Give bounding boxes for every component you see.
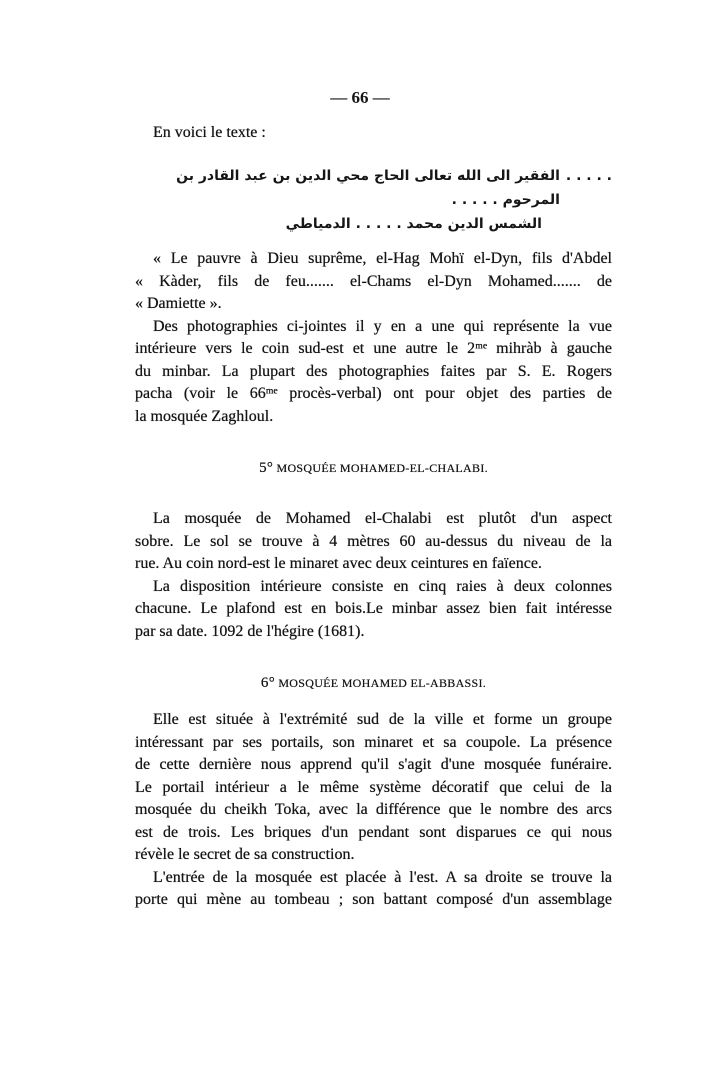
translation-quote	[135, 248, 612, 316]
text-line: intérieure vers le coin sud-est et une autre le 2ᵐᵉ mihràb à gauche	[135, 340, 612, 357]
text-line: « Kàder, fils de feu....... el-Chams el-Dyn Mohamed....... de	[135, 272, 612, 290]
page-number: — 66 —	[330, 88, 390, 107]
text-line: pacha (voir le 66ᵐᵉ procès-verbal) ont pour objet des parties de	[135, 385, 612, 402]
text-line: révèle le secret de sa construction.	[135, 846, 355, 863]
text-line: sobre. Le sol se trouve à 4 mètres 60 au-dessus du niveau de la	[135, 532, 612, 550]
text-line: par sa date. 1092 de l'hégire (1681).	[135, 622, 365, 640]
text-line: la mosquée Zaghloul.	[135, 407, 274, 425]
text-line: intéressant par ses portails, son minaret et sa coupole. La présence	[135, 733, 612, 751]
arabic-line: الفقير الى الله تعالى الحاج محي الدين بن عبد القادر بن المرحوم . . . . .	[176, 168, 560, 208]
section-heading-5: 5° MOSQUÉE MOHAMED-EL-CHALABI.	[259, 460, 488, 476]
text-line: du minbar. La plupart des photographies faites par S. E. Rogers	[135, 362, 612, 380]
arabic-line: الشمس الدين محمد . . . . . الدمياطي	[285, 216, 542, 232]
arabic-lead-dots: . . . . .	[565, 168, 612, 184]
text-line: est de trois. Les briques d'un pendant sont disparues ce qui nous	[135, 823, 612, 841]
text-line: mosquée du cheikh Toka, avec la différence que le nombre des arcs	[135, 801, 612, 818]
paragraph-abbassi-2	[135, 867, 612, 912]
arabic-inscription	[135, 164, 612, 236]
text-line: La mosquée de Mohamed el-Chalabi est plutôt d'un aspect	[153, 510, 612, 527]
text-line: porte qui mène au tombeau ; son battant composé d'un assemblage	[135, 891, 612, 908]
paragraph-chalabi-1	[135, 508, 612, 576]
paragraph-chalabi-2	[135, 576, 612, 644]
text-line: rue. Au coin nord-est le minaret avec deux ceintures en faïence.	[135, 555, 542, 572]
text-line: La disposition intérieure consiste en cinq raies à deux colonnes	[153, 577, 612, 595]
text-line: de cette dernière nous apprend qu'il s'agit d'une mosquée funéraire.	[135, 756, 612, 773]
text-line: chacune. Le plafond est en bois.Le minbar assez bien fait intéresse	[135, 600, 612, 617]
text-line: L'entrée de la mosquée est placée à l'est. A sa droite se trouve la	[153, 868, 612, 886]
text-line: Le portail intérieur a le même système décoratif que celui de la	[135, 778, 612, 796]
section-heading-6: 6° MOSQUÉE MOHAMED EL-ABBASSI.	[260, 675, 487, 691]
intro-text: En voici le texte :	[153, 124, 266, 141]
paragraph-photographs	[135, 316, 612, 429]
text-line: Elle est située à l'extrémité sud de la ville et forme un groupe	[153, 711, 612, 728]
text-line: « Le pauvre à Dieu suprême, el-Hag Mohï el-Dyn, fils d'Abdel	[153, 250, 612, 267]
arabic-first-row	[135, 164, 612, 212]
text-line: « Damiette ».	[135, 295, 222, 312]
text-line: Des photographies ci-jointes il y en a une qui représente la vue	[153, 317, 612, 335]
paragraph-abbassi-1	[135, 709, 612, 867]
